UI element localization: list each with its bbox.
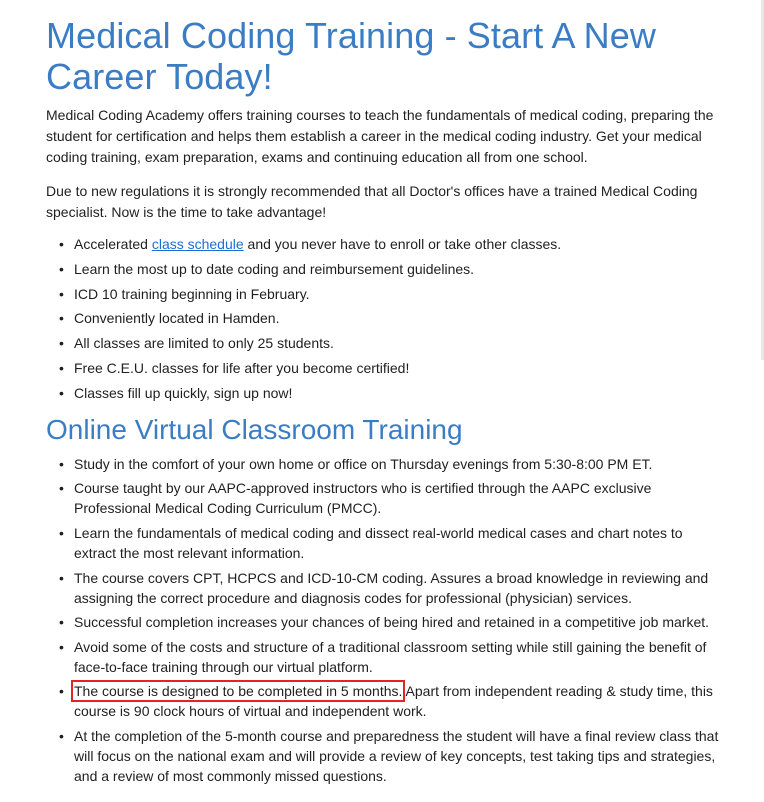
page-title: Medical Coding Training - Start A New Career Today! [46,15,656,97]
list-item-text: and you never have to enroll or take other classes. [243,236,562,252]
list-item [46,383,726,403]
notice-paragraph: Due to new regulations it is strongly recommended that all Doctor's offices have a trained Medical Coding specialist. Now is the time to take advantage! [46,183,698,220]
list-item-text: Study in the comfort of your own home or office on Thursday evenings from 5:30-8:00 PM ET. [74,455,653,472]
list-item [46,726,726,786]
bullet: • [59,236,64,252]
list-item [46,333,726,353]
list-item [46,568,726,608]
duration-list-item [46,681,726,721]
list-item-text: Learn the most up to date coding and reimbursement guidelines. [74,260,475,277]
list-item-text: Successful completion increases your chances of being hired and retained in a competitive job market. [74,614,710,631]
benefits-list [46,234,726,403]
list-item [46,454,726,474]
bullet: • [59,335,64,352]
list-item-text: At the completion of the 5-month course and preparedness the student will have a final review class that will focus on the national exam and will provide a review of key concepts, test taking tips and strategies, and a review of most commonly missed questions. [74,727,719,784]
list-item [46,234,726,254]
bullet: • [59,260,64,277]
bullet: • [59,638,64,655]
list-item [46,358,726,378]
bullet: • [59,524,64,541]
list-item-text: Apart from independent reading & study time, this course is 90 clock hours of virtual and independent work. [74,683,713,720]
list-item-text: Learn the fundamentals of medical coding and dissect real-world medical cases and chart notes to extract the most relevant information. [74,524,683,561]
online-training-list [46,454,726,786]
list-item-text: Classes fill up quickly, sign up now! [74,384,293,401]
bullet: • [59,384,64,401]
bullet: • [59,310,64,327]
list-item [46,523,726,563]
bullet: • [59,359,64,376]
list-item [46,308,726,328]
list-item [46,637,726,677]
list-item-text: Free C.E.U. classes for life after you become certified! [74,359,410,376]
page-content [46,0,726,791]
bullet: • [59,455,64,472]
list-item-text: Accelerated [74,236,152,252]
online-section-heading: Online Virtual Classroom Training [46,413,463,445]
highlighted-duration-text: The course is designed to be completed in 5 months. [74,683,403,700]
list-item-text: All classes are limited to only 25 students. [74,335,334,352]
bullet: • [59,614,64,631]
list-item-text: Course taught by our AAPC-approved instructors who is certified through the AAPC exclusive Professional Medical Coding Curriculum (PMCC). [74,480,652,517]
list-item-text: The course covers CPT, HCPCS and ICD-10-CM coding. Assures a broad knowledge in reviewing and assigning the correct procedure and diagnosis codes for professional (physician) services. [74,569,709,606]
list-item [46,284,726,304]
list-item-text: Avoid some of the costs and structure of a traditional classroom setting while still gaining the benefit of face-to-face training through our virtual platform. [74,638,707,675]
list-item [46,478,726,518]
list-item-text: ICD 10 training beginning in February. [74,285,310,302]
bullet: • [59,683,64,700]
list-item-text: Conveniently located in Hamden. [74,310,280,327]
bullet: • [59,285,64,302]
bullet: • [59,727,64,744]
list-item [46,259,726,279]
bullet: • [59,569,64,586]
class-schedule-link[interactable]: class schedule [151,236,244,252]
list-item [46,612,726,632]
intro-paragraph: Medical Coding Academy offers training courses to teach the fundamentals of medical coding, preparing the student for certification and helps them establish a career in the medical coding industry. Get your medical coding training, exam preparation, exams and continuing education all from one school. [46,107,714,165]
bullet: • [59,480,64,497]
